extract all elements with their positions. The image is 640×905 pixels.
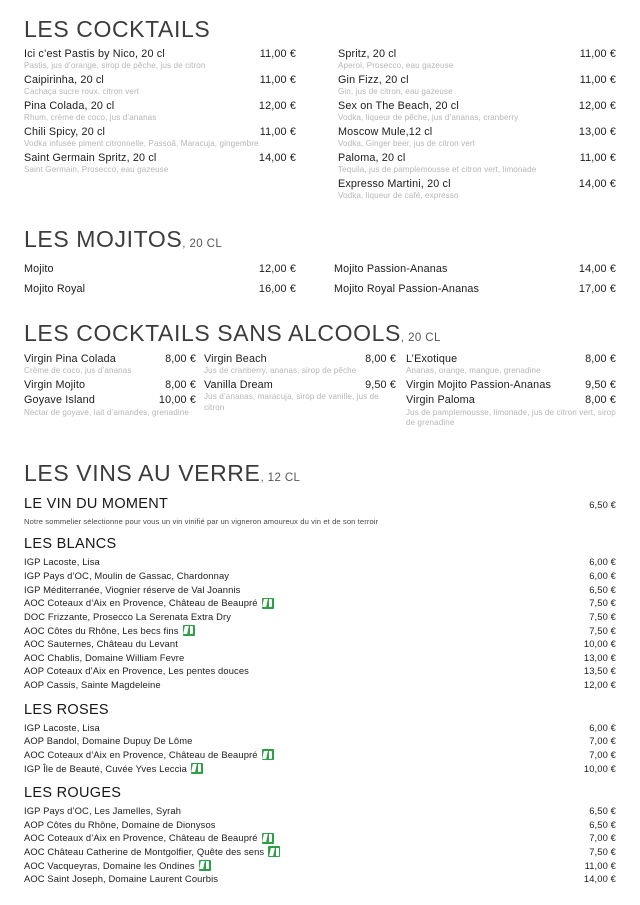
wine-price: 7,50 € [589,624,616,636]
vin-du-moment-title: LE VIN DU MOMENT [24,496,169,512]
wine-name: AOC Château Catherine de Montgolfier, Quête des sens [24,846,265,858]
menu-item [24,379,196,392]
sans-alcools-column-2 [200,353,400,431]
menu-item-description: Crème de coco, jus d’ananas [24,366,132,376]
menu-item [334,263,616,276]
wine-name: AOP Coteaux d’Aix en Provence, Les pentes douces [24,665,249,677]
mojitos-column-right [320,263,640,304]
wine-group [24,536,616,691]
wine-name-cell [24,555,100,569]
menu-item [338,48,616,72]
wine-row [24,624,616,638]
menu-item-price: 14,00 € [258,152,296,164]
menu-item-row [338,48,616,61]
menu-item-name: Caipirinha, 20 cl [24,74,104,86]
menu-item [406,394,616,429]
wine-row [24,555,616,569]
menu-item [24,263,296,276]
wine-price: 7,50 € [589,846,616,858]
menu-item-name: Mojito Passion-Ananas [334,263,448,275]
wine-name: IGP Pays d’OC, Les Jamelles, Syrah [24,805,182,817]
menu-item-name: Mojito Royal [24,283,86,296]
wine-name: AOC Coteaux d’Aix en Provence, Château de Beaupré [24,748,258,760]
menu-item-name: Pina Colada, 20 cl [24,100,115,112]
wine-name: AOC Coteaux d’Aix en Provence, Château de Beaupré [24,597,258,609]
wine-name-cell [24,818,216,832]
menu-item-price: 9,50 € [585,379,616,391]
wine-group-title: LES BLANCS [24,536,117,553]
menu-item [24,394,196,418]
menu-item [338,74,616,98]
menu-item [204,379,396,414]
wine-row [24,734,616,748]
vin-du-moment-price: 6,50 € [589,499,616,510]
menu-item [338,152,616,176]
menu-item-description: Rhum, crème de coco, jus d’ananas [24,113,157,123]
menu-item-description: Jus de cranberry, ananas, sirop de pêche [204,366,357,376]
mojitos-heading-text: LES MOJITOS [24,226,183,252]
menu-item-price: 11,00 € [579,152,616,164]
wine-name-cell [24,637,178,651]
wine-name-cell [24,831,274,845]
menu-item-row [24,394,196,407]
menu-item-name: Sex on The Beach, 20 cl [338,100,459,112]
vins-heading-text: LES VINS AU VERRE [24,460,261,486]
wine-row [24,678,616,692]
menu-item-name: Ici c’est Pastis by Nico, 20 cl [24,48,165,60]
menu-item-row [24,353,196,366]
menu-item-name: Goyave Island [24,394,95,407]
wine-row [24,596,616,610]
menu-item-name: Virgin Paloma [406,394,475,407]
vin-du-moment-note: Notre sommelier sélectionne pour vous un vin vinifié par un vigneron amoureux du vin et de son terroir [24,517,379,527]
wine-row [24,569,616,583]
menu-item [24,152,296,176]
menu-item-row [24,283,296,296]
cocktails-column-right [320,48,640,204]
menu-item [338,126,616,150]
wine-price: 6,00 € [589,570,616,582]
menu-item-row [334,283,616,296]
wine-groups [24,536,616,886]
wine-name-cell [24,762,203,776]
wine-name: AOC Sauternes, Château du Levant [24,638,178,650]
menu-item-name: Virgin Beach [204,353,267,365]
wine-price: 6,00 € [589,721,616,733]
menu-item-row [24,48,296,61]
menu-item-row [406,394,616,407]
vins-volume: , 12 CL [260,472,301,484]
menu-item [334,283,616,296]
wine-price: 6,00 € [589,556,616,568]
wine-row [24,872,616,886]
menu-item-name: Virgin Pina Colada [24,353,116,365]
wine-row [24,721,616,735]
menu-item [338,100,616,124]
menu-item [24,283,296,296]
wine-price: 7,00 € [589,735,616,747]
menu-item-description: Ananas, orange, mangue, grenadine [406,366,541,376]
menu-item-description: Pastis, jus d’orange, sirop de pêche, jus de citron [24,61,206,71]
wine-name-cell [24,624,195,638]
organic-bio-icon [268,846,280,857]
menu-item [204,353,396,377]
sans-alcools-heading-text: LES COCKTAILS SANS ALCOOLS [24,320,401,346]
menu-item [24,100,296,124]
menu-item-name: Vanilla Dream [204,379,273,391]
wine-name-cell [24,569,229,583]
menu-item-description: Aperol, Prosecco, eau gazeuse [338,61,454,71]
menu-item-row [24,100,296,113]
menu-item [24,48,296,72]
wine-name: AOC Coteaux d’Aix en Provence, Château de Beaupré [24,832,258,844]
menu-item-price: 12,00 € [258,100,296,112]
wine-name-cell [24,678,161,692]
menu-item-name: Spritz, 20 cl [338,48,397,60]
menu-item-price: 12,00 € [258,263,296,275]
menu-item-name: Mojito [24,263,54,275]
wine-price: 7,50 € [589,610,616,622]
wine-price: 10,00 € [583,762,616,774]
menu-item-name: Paloma, 20 cl [338,152,406,164]
menu-item-description: Tequila, jus de pamplemousse et citron vert, limonade [338,165,537,175]
section-cocktails-sans-alcools [0,322,640,431]
menu-item [24,74,296,98]
menu-item-price: 8,00 € [585,394,616,407]
menu-item-row [24,379,196,392]
menu-item-row [24,152,296,165]
wine-price: 10,00 € [583,638,616,650]
menu-item-price: 11,00 € [259,48,296,60]
menu-item-description: Gin, jus de citron, eau gazeuse [338,87,453,97]
wine-price: 6,50 € [589,583,616,595]
menu-item [406,353,616,377]
wine-name: AOP Cassis, Sainte Magdeleine [24,679,161,691]
wine-row [24,762,616,776]
menu-item-row [338,100,616,113]
menu-item-price: 11,00 € [579,74,616,86]
menu-item-name: Mojito Royal Passion-Ananas [334,283,480,296]
section-vins-au-verre [0,462,640,886]
menu-item-row [24,126,296,139]
cocktails-heading-text: LES COCKTAILS [24,16,211,42]
wine-row [24,845,616,859]
menu-item-description: Cachaça sucre roux, citron vert [24,87,140,97]
wine-row [24,804,616,818]
wine-price: 7,50 € [589,597,616,609]
vins-heading [24,462,616,485]
wine-row [24,637,616,651]
menu-item-row [204,353,396,366]
cocktails-column-left [0,48,320,204]
wine-name-cell [24,859,211,873]
sans-alcools-column-1 [0,353,200,431]
wine-price: 6,50 € [589,805,616,817]
wine-name-cell [24,610,231,624]
menu-item-description: Jus de pamplemousse, limonade, jus de citron vert, sirop de grenadine [406,407,616,428]
wine-price: 13,00 € [583,651,616,663]
menu-item-row [338,152,616,165]
mojitos-column-left [0,263,320,304]
wine-name-cell [24,804,181,818]
menu-item-name: Virgin Mojito [24,379,86,391]
organic-bio-icon [262,833,274,844]
wine-name-cell [24,651,184,665]
wine-name: IGP Méditerranée, Viognier réserve de Val Joannis [24,583,241,595]
sans-alcools-volume: , 20 CL [400,332,441,344]
menu-item-description: Vodka, liqueur de pêche, jus d’ananas, cranberry [338,113,519,123]
wine-name: AOP Bandol, Domaine Dupuy De Lôme [24,735,193,747]
wine-name-cell [24,734,192,748]
menu-item-description: Vodka infusée piment citronnelle, Passoã, Maracuja, gingembre [24,139,259,149]
wine-name-cell [24,748,274,762]
menu-item [24,126,296,150]
menu-item-row [24,263,296,276]
sans-alcools-heading [24,322,640,345]
menu-item-row [24,74,296,87]
wine-name-cell [24,872,218,886]
cocktails-heading [24,18,640,41]
menu-item [24,353,196,377]
wine-name-cell [24,664,249,678]
menu-item-row [338,126,616,139]
wine-name: IGP Lacoste, Lisa [24,721,100,733]
menu-item-description: Jus d’ananas, maracuja, sirop de vanille, jus de citron [204,392,379,412]
wine-name: IGP Pays d’OC, Moulin de Gassac, Chardonnay [24,570,230,582]
wine-group-title: LES ROSES [24,701,109,718]
wine-price: 14,00 € [583,873,616,885]
wine-name: IGP Île de Beauté, Cuvée Yves Leccia [24,762,187,774]
sans-alcools-columns [0,353,640,431]
menu-item-row [406,379,616,392]
menu-item-price: 11,00 € [579,48,616,60]
wine-row [24,818,616,832]
wine-group [24,785,616,886]
menu-item-name: L’Exotique [406,353,458,365]
menu-item [406,379,616,392]
wine-name: DOC Frizzante, Prosecco La Serenata Extra Dry [24,610,232,622]
wine-group-title: LES ROUGES [24,785,122,802]
cocktails-columns [0,48,640,204]
organic-bio-icon [183,625,195,636]
menu-item-row [338,178,616,191]
menu-item [338,178,616,202]
menu-item-price: 14,00 € [578,263,616,275]
wine-row [24,859,616,873]
menu-item-price: 8,00 € [165,353,196,365]
wine-row [24,831,616,845]
menu-item-row [406,353,616,366]
mojitos-volume: , 20 CL [182,238,223,250]
menu-item-price: 14,00 € [578,178,616,190]
wine-name: AOC Chablis, Domaine William Fevre [24,651,185,663]
wine-price: 11,00 € [584,859,616,871]
mojitos-heading [24,228,640,251]
organic-bio-icon [262,598,274,609]
menu-item-price: 10,00 € [158,394,196,407]
wine-row [24,610,616,624]
section-mojitos [0,228,640,304]
menu-item-price: 11,00 € [259,126,296,138]
menu-item-price: 17,00 € [578,283,616,296]
menu-item-price: 9,50 € [365,379,396,391]
menu-item-name: Chili Spicy, 20 cl [24,126,106,138]
menu-item-price: 11,00 € [259,74,296,86]
wine-price: 12,00 € [583,679,616,691]
menu-item-description: Nectar de goyave, lait d’amandes, grenadine [24,407,189,417]
menu-item-name: Saint Germain Spritz, 20 cl [24,152,157,164]
wine-name: AOC Côtes du Rhône, Les becs fins [24,624,179,636]
vin-du-moment-row [24,496,616,513]
menu-item-price: 16,00 € [258,283,296,296]
section-cocktails [0,18,640,204]
menu-item-row [334,263,616,276]
organic-bio-icon [191,763,203,774]
menu-item-price: 12,00 € [578,100,616,112]
wine-name: AOC Vacqueyras, Domaine les Ondines [24,859,195,871]
wine-name-cell [24,721,100,735]
wine-name-cell [24,583,240,597]
wine-name-cell [24,596,274,610]
wine-price: 13,50 € [583,665,616,677]
menu-item-price: 8,00 € [165,379,196,391]
menu-item-price: 8,00 € [585,353,616,365]
wine-name-cell [24,845,280,859]
menu-item-name: Moscow Mule,12 cl [338,126,433,138]
wine-row [24,583,616,597]
organic-bio-icon [199,860,211,871]
menu-item-row [338,74,616,87]
wine-row [24,748,616,762]
menu-item-description: Saint Germain, Prosecco, eau gazeuse [24,165,169,175]
menu-item-name: Virgin Mojito Passion-Ananas [406,379,552,391]
wine-name: IGP Lacoste, Lisa [24,556,100,568]
menu-item-row [204,379,396,392]
wine-row [24,664,616,678]
wine-name: AOC Saint Joseph, Domaine Laurent Courbis [24,873,219,885]
wine-row [24,651,616,665]
mojitos-columns [0,263,640,304]
menu-item-price: 8,00 € [365,353,396,365]
menu-item-name: Gin Fizz, 20 cl [338,74,409,86]
organic-bio-icon [262,749,274,760]
menu-item-description: Vodka, liqueur de café, expresso [338,191,459,201]
menu-item-description: Vodka, Ginger beer, jus de citron vert [338,139,475,149]
wine-price: 7,00 € [589,748,616,760]
menu-item-price: 13,00 € [578,126,616,138]
wine-name: AOP Côtes du Rhône, Domaine de Dionysos [24,818,216,830]
menu-item-name: Expresso Martini, 20 cl [338,178,451,190]
wine-price: 6,50 € [589,818,616,830]
wine-group [24,702,616,776]
sans-alcools-column-3 [400,353,640,431]
wine-price: 7,00 € [589,832,616,844]
